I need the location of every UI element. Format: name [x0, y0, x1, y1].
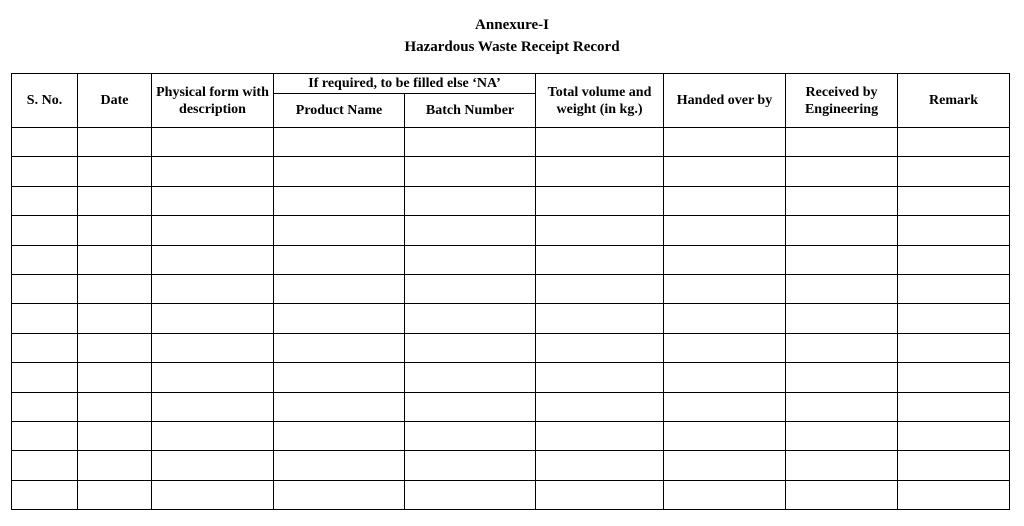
cell-physical-form — [152, 451, 274, 480]
cell-remark — [898, 421, 1010, 450]
cell-total-volume — [536, 480, 664, 509]
table-header — [12, 74, 1010, 128]
cell-total-volume — [536, 392, 664, 421]
cell-received-by — [786, 186, 898, 215]
cell-handed-over-by — [664, 186, 786, 215]
cell-physical-form — [152, 480, 274, 509]
header-remark: Remark — [898, 74, 1010, 128]
cell-sno — [12, 157, 78, 186]
cell-handed-over-by — [664, 128, 786, 157]
cell-remark — [898, 451, 1010, 480]
cell-handed-over-by — [664, 363, 786, 392]
cell-remark — [898, 245, 1010, 274]
cell-sno — [12, 333, 78, 362]
cell-received-by — [786, 274, 898, 303]
cell-total-volume — [536, 421, 664, 450]
cell-product-name — [274, 304, 405, 333]
cell-product-name — [274, 245, 405, 274]
cell-handed-over-by — [664, 451, 786, 480]
cell-sno — [12, 392, 78, 421]
cell-physical-form — [152, 363, 274, 392]
cell-physical-form — [152, 421, 274, 450]
cell-product-name — [274, 363, 405, 392]
cell-product-name — [274, 480, 405, 509]
cell-product-name — [274, 451, 405, 480]
table-row — [12, 216, 1010, 245]
cell-received-by — [786, 333, 898, 362]
cell-date — [78, 245, 152, 274]
cell-physical-form — [152, 157, 274, 186]
header-product-name: Product Name — [274, 94, 405, 128]
table-row — [12, 451, 1010, 480]
cell-remark — [898, 333, 1010, 362]
cell-total-volume — [536, 274, 664, 303]
cell-handed-over-by — [664, 157, 786, 186]
cell-physical-form — [152, 245, 274, 274]
cell-batch-number — [405, 304, 536, 333]
cell-product-name — [274, 392, 405, 421]
cell-handed-over-by — [664, 216, 786, 245]
cell-sno — [12, 274, 78, 303]
cell-date — [78, 480, 152, 509]
cell-date — [78, 186, 152, 215]
cell-batch-number — [405, 451, 536, 480]
cell-remark — [898, 304, 1010, 333]
cell-handed-over-by — [664, 274, 786, 303]
cell-received-by — [786, 480, 898, 509]
cell-date — [78, 421, 152, 450]
table-row — [12, 128, 1010, 157]
cell-sno — [12, 451, 78, 480]
cell-received-by — [786, 245, 898, 274]
table-row — [12, 392, 1010, 421]
cell-sno — [12, 304, 78, 333]
cell-sno — [12, 363, 78, 392]
cell-batch-number — [405, 128, 536, 157]
cell-remark — [898, 392, 1010, 421]
header-total-volume: Total volume and weight (in kg.) — [536, 74, 664, 128]
cell-batch-number — [405, 421, 536, 450]
cell-sno — [12, 421, 78, 450]
cell-remark — [898, 274, 1010, 303]
cell-date — [78, 363, 152, 392]
cell-batch-number — [405, 480, 536, 509]
cell-remark — [898, 363, 1010, 392]
cell-remark — [898, 216, 1010, 245]
cell-total-volume — [536, 245, 664, 274]
cell-product-name — [274, 421, 405, 450]
cell-remark — [898, 128, 1010, 157]
cell-product-name — [274, 274, 405, 303]
cell-batch-number — [405, 186, 536, 215]
cell-physical-form — [152, 333, 274, 362]
cell-batch-number — [405, 245, 536, 274]
cell-handed-over-by — [664, 304, 786, 333]
header-physical-form: Physical form with description — [152, 74, 274, 128]
header-handed-over-by: Handed over by — [664, 74, 786, 128]
cell-handed-over-by — [664, 480, 786, 509]
cell-date — [78, 304, 152, 333]
cell-received-by — [786, 421, 898, 450]
cell-sno — [12, 216, 78, 245]
cell-physical-form — [152, 216, 274, 245]
cell-total-volume — [536, 363, 664, 392]
header-group-if-required: If required, to be filled else ‘NA’ — [274, 74, 536, 94]
cell-handed-over-by — [664, 392, 786, 421]
cell-date — [78, 157, 152, 186]
table-body — [12, 128, 1010, 510]
cell-received-by — [786, 304, 898, 333]
cell-product-name — [274, 333, 405, 362]
cell-physical-form — [152, 304, 274, 333]
cell-received-by — [786, 128, 898, 157]
cell-batch-number — [405, 363, 536, 392]
cell-date — [78, 392, 152, 421]
cell-total-volume — [536, 333, 664, 362]
table-row — [12, 157, 1010, 186]
cell-sno — [12, 245, 78, 274]
header-received-by: Received by Engineering — [786, 74, 898, 128]
cell-batch-number — [405, 157, 536, 186]
cell-date — [78, 333, 152, 362]
cell-sno — [12, 186, 78, 215]
cell-product-name — [274, 128, 405, 157]
cell-received-by — [786, 157, 898, 186]
cell-batch-number — [405, 333, 536, 362]
cell-handed-over-by — [664, 245, 786, 274]
cell-physical-form — [152, 186, 274, 215]
table-row — [12, 363, 1010, 392]
cell-total-volume — [536, 451, 664, 480]
cell-received-by — [786, 216, 898, 245]
header-batch-number: Batch Number — [405, 94, 536, 128]
cell-remark — [898, 186, 1010, 215]
cell-physical-form — [152, 392, 274, 421]
cell-total-volume — [536, 216, 664, 245]
cell-total-volume — [536, 128, 664, 157]
cell-physical-form — [152, 128, 274, 157]
cell-batch-number — [405, 392, 536, 421]
cell-received-by — [786, 363, 898, 392]
cell-total-volume — [536, 157, 664, 186]
cell-sno — [12, 480, 78, 509]
cell-batch-number — [405, 216, 536, 245]
cell-product-name — [274, 186, 405, 215]
cell-received-by — [786, 392, 898, 421]
cell-product-name — [274, 157, 405, 186]
cell-date — [78, 128, 152, 157]
table-row — [12, 421, 1010, 450]
header-date: Date — [78, 74, 152, 128]
cell-received-by — [786, 451, 898, 480]
table-row — [12, 186, 1010, 215]
table-row — [12, 333, 1010, 362]
page-title: Hazardous Waste Receipt Record — [404, 39, 620, 55]
cell-remark — [898, 157, 1010, 186]
table-row — [12, 274, 1010, 303]
cell-date — [78, 451, 152, 480]
table-row — [12, 304, 1010, 333]
header-sno: S. No. — [12, 74, 78, 128]
table-row — [12, 480, 1010, 509]
cell-physical-form — [152, 274, 274, 303]
cell-date — [78, 274, 152, 303]
cell-handed-over-by — [664, 333, 786, 362]
cell-date — [78, 216, 152, 245]
cell-total-volume — [536, 186, 664, 215]
document-title-block — [0, 14, 1024, 58]
annexure-label: Annexure-I — [475, 17, 549, 33]
cell-handed-over-by — [664, 421, 786, 450]
cell-product-name — [274, 216, 405, 245]
cell-sno — [12, 128, 78, 157]
cell-remark — [898, 480, 1010, 509]
waste-receipt-table — [11, 73, 1010, 510]
table-row — [12, 245, 1010, 274]
cell-total-volume — [536, 304, 664, 333]
cell-batch-number — [405, 274, 536, 303]
